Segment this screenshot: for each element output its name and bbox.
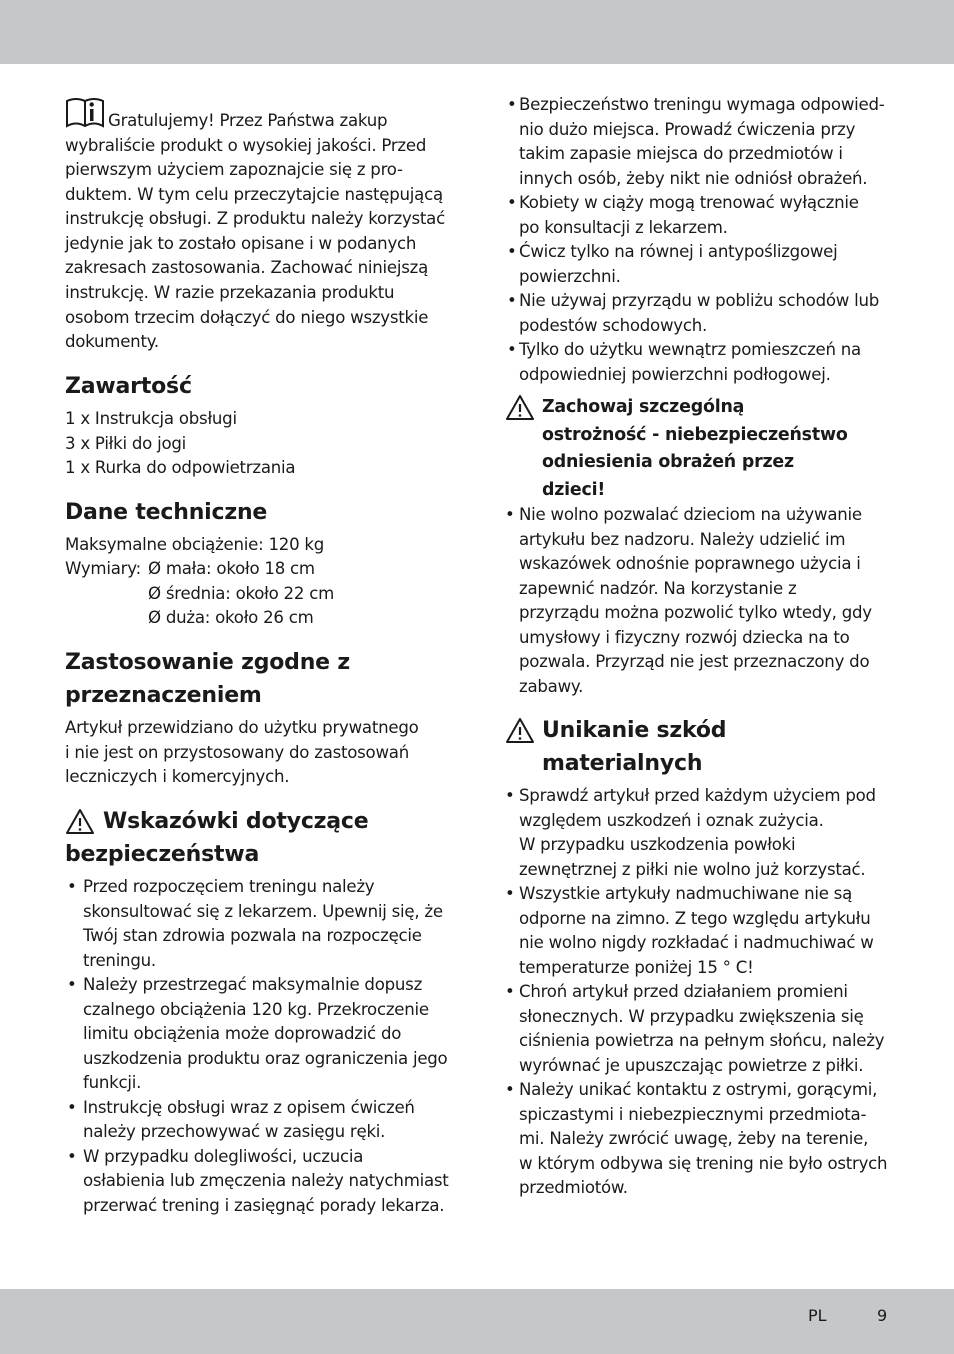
usage-heading: Zastosowanie zgodne z bbox=[65, 650, 350, 675]
list-item-line: Kobiety w ciąży mogą trenować wyłącznie bbox=[519, 193, 859, 212]
list-item-line: uszkodzenia produktu oraz ograniczenia jego bbox=[83, 1048, 448, 1068]
tech-dim: Ø mała: około 18 cm bbox=[148, 559, 315, 578]
children-warning-heading: odniesienia obrażeń przez bbox=[542, 452, 794, 472]
list-item-line: należy przechowywać w zasięgu ręki. bbox=[83, 1122, 386, 1141]
info-manual-icon bbox=[65, 97, 105, 129]
list-item-line: przedmiotów. bbox=[519, 1178, 628, 1197]
list-item-line: w którym odbywa się trening nie było ostrych bbox=[519, 1153, 888, 1173]
usage-text: Artykuł przewidziano do użytku prywatnego bbox=[65, 718, 419, 737]
list-item-line: czalnego obciążenia 120 kg. Przekroczenie bbox=[83, 999, 429, 1019]
bullet-marker: • bbox=[507, 242, 517, 261]
bullet-marker: • bbox=[507, 193, 517, 212]
list-item-line: przyrządu można pozwolić tylko wtedy, gdy bbox=[519, 603, 872, 622]
tech-dim: Ø duża: około 26 cm bbox=[148, 608, 314, 627]
list-item-line: temperaturze poniżej 15 ° C! bbox=[519, 957, 754, 977]
list-item-line: Tylko do użytku wewnątrz pomieszczeń na bbox=[519, 340, 861, 359]
bullet-marker: • bbox=[505, 1080, 515, 1099]
list-item-line: W przypadku dolegliwości, uczucia bbox=[83, 1146, 364, 1166]
list-item-line: skonsultować się z lekarzem. Upewnij się, że bbox=[83, 901, 443, 921]
list-item-line: wskazówek odnośnie poprawnego użycia i bbox=[519, 554, 861, 573]
bullet-marker: • bbox=[67, 1097, 77, 1117]
tech-dim: Ø średnia: około 22 cm bbox=[148, 584, 334, 603]
list-item-line: spiczastymi i niebezpiecznymi przedmiota- bbox=[519, 1104, 867, 1124]
list-item-line: powierzchni. bbox=[519, 266, 621, 286]
warning-icon bbox=[505, 394, 535, 421]
list-item-line: Instrukcję obsługi wraz z opisem ćwiczeń bbox=[83, 1097, 415, 1117]
footer-language: PL bbox=[808, 1306, 827, 1325]
bullet-marker: • bbox=[505, 884, 515, 903]
list-item-line: Ćwicz tylko na równej i antypoślizgowej bbox=[519, 242, 838, 261]
list-item-line: osłabienia lub zmęczenia należy natychmiast bbox=[83, 1171, 449, 1190]
list-item-line: zewnętrznej z piłki nie wolno już korzystać. bbox=[519, 859, 866, 879]
warning-icon bbox=[65, 808, 95, 835]
children-warning-heading: ostrożność - niebezpieczeństwo bbox=[542, 425, 848, 445]
top-bar bbox=[0, 0, 954, 64]
warning-icon bbox=[505, 717, 535, 744]
list-item-line: Sprawdź artykuł przed każdym użyciem pod bbox=[519, 786, 876, 805]
list-item-line: Należy przestrzegać maksymalnie dopusz bbox=[83, 975, 423, 994]
safety-heading: Wskazówki dotyczące bbox=[103, 809, 369, 834]
list-item-line: odpowiedniej powierzchni podłogowej. bbox=[519, 364, 831, 384]
page-number: 9 bbox=[877, 1306, 888, 1325]
tech-load: Maksymalne obciążenie: 120 kg bbox=[65, 535, 325, 554]
bullet-marker: • bbox=[507, 95, 517, 114]
list-item-line: odporne na zimno. Z tego względu artykułu bbox=[519, 908, 871, 928]
list-item-line: nie wolno nigdy rozkładać i nadmuchiwać w bbox=[519, 933, 874, 952]
list-item-line: zabawy. bbox=[519, 676, 584, 696]
list-item-line: słonecznych. W przypadku zwiększenia się bbox=[519, 1006, 864, 1026]
usage-heading: przeznaczeniem bbox=[65, 683, 262, 708]
list-item-line: Należy unikać kontaktu z ostrymi, gorącymi, bbox=[519, 1080, 878, 1099]
usage-text: leczniczych i komercyjnych. bbox=[65, 767, 290, 786]
list-item-line: Twój stan zdrowia pozwala na rozpoczęcie bbox=[83, 926, 422, 945]
tech-heading: Dane techniczne bbox=[65, 500, 268, 525]
bullet-marker: • bbox=[67, 1146, 77, 1166]
bullet-marker: • bbox=[507, 340, 517, 359]
contents-item: 1 x Instrukcja obsługi bbox=[65, 409, 237, 428]
bullet-marker: • bbox=[505, 786, 515, 805]
list-item-line: innych osób, żeby nikt nie odniósł obrażeń. bbox=[519, 168, 868, 188]
list-item-line: limitu obciążenia może doprowadzić do bbox=[83, 1024, 402, 1043]
list-item-line: Przed rozpoczęciem treningu należy bbox=[83, 877, 375, 896]
list-item-line: przerwać trening i zasięgnąć porady lekarza. bbox=[83, 1195, 445, 1215]
tech-dims-label: Wymiary: bbox=[65, 559, 141, 578]
damage-heading: Unikanie szkód bbox=[542, 718, 727, 743]
bullet-marker: • bbox=[505, 982, 515, 1001]
list-item-line: pozwala. Przyrząd nie jest przeznaczony do bbox=[519, 652, 870, 671]
children-warning-heading: Zachowaj szczególną bbox=[542, 397, 745, 417]
list-item-line: Bezpieczeństwo treningu wymaga odpowied- bbox=[519, 95, 885, 114]
list-item-line: mi. Należy zwrócić uwagę, żeby na terenie, bbox=[519, 1129, 869, 1148]
contents-item: 3 x Piłki do jogi bbox=[65, 434, 187, 453]
list-item-line: W przypadku uszkodzenia powłoki bbox=[519, 835, 796, 854]
list-item-line: względem uszkodzeń i oznak zużycia. bbox=[519, 810, 824, 830]
list-item-line: zapewnić nadzór. Na korzystanie z bbox=[519, 578, 797, 598]
list-item-line: Chroń artykuł przed działaniem promieni bbox=[519, 982, 848, 1001]
list-item-line: wyrównać je upuszczając powietrze z piłki. bbox=[519, 1055, 864, 1075]
usage-text: i nie jest on przystosowany do zastosowań bbox=[65, 743, 409, 762]
damage-heading: materialnych bbox=[542, 751, 703, 776]
list-item-line: podestów schodowych. bbox=[519, 315, 708, 335]
list-item-line: treningu. bbox=[83, 950, 156, 970]
children-warning-heading: dzieci! bbox=[542, 480, 606, 500]
list-item-line: funkcji. bbox=[83, 1073, 142, 1092]
bullet-marker: • bbox=[507, 291, 517, 310]
bullet-marker: • bbox=[67, 975, 77, 994]
list-item-line: nio dużo miejsca. Prowadź ćwiczenia przy bbox=[519, 119, 856, 139]
list-item-line: takim zapasie miejsca do przedmiotów i bbox=[519, 144, 843, 163]
list-item-line: Nie wolno pozwalać dzieciom na używanie bbox=[519, 505, 862, 524]
list-item-line: ciśnienia powietrza na pełnym słońcu, należy bbox=[519, 1031, 885, 1050]
list-item-line: po konsultacji z lekarzem. bbox=[519, 217, 728, 237]
list-item-line: Wszystkie artykuły nadmuchiwane nie są bbox=[519, 884, 852, 903]
bullet-marker: • bbox=[67, 877, 77, 896]
contents-item: 1 x Rurka do odpowietrzania bbox=[65, 458, 296, 477]
list-item-line: umysłowy i fizyczny rozwój dziecka na to bbox=[519, 627, 850, 647]
bullet-marker: • bbox=[505, 505, 515, 524]
list-item-line: Nie używaj przyrządu w pobliżu schodów lub bbox=[519, 291, 880, 310]
safety-heading: bezpieczeństwa bbox=[65, 842, 260, 867]
list-item-line: artykułu bez nadzoru. Należy udzielić im bbox=[519, 529, 846, 549]
contents-heading: Zawartość bbox=[65, 374, 192, 399]
